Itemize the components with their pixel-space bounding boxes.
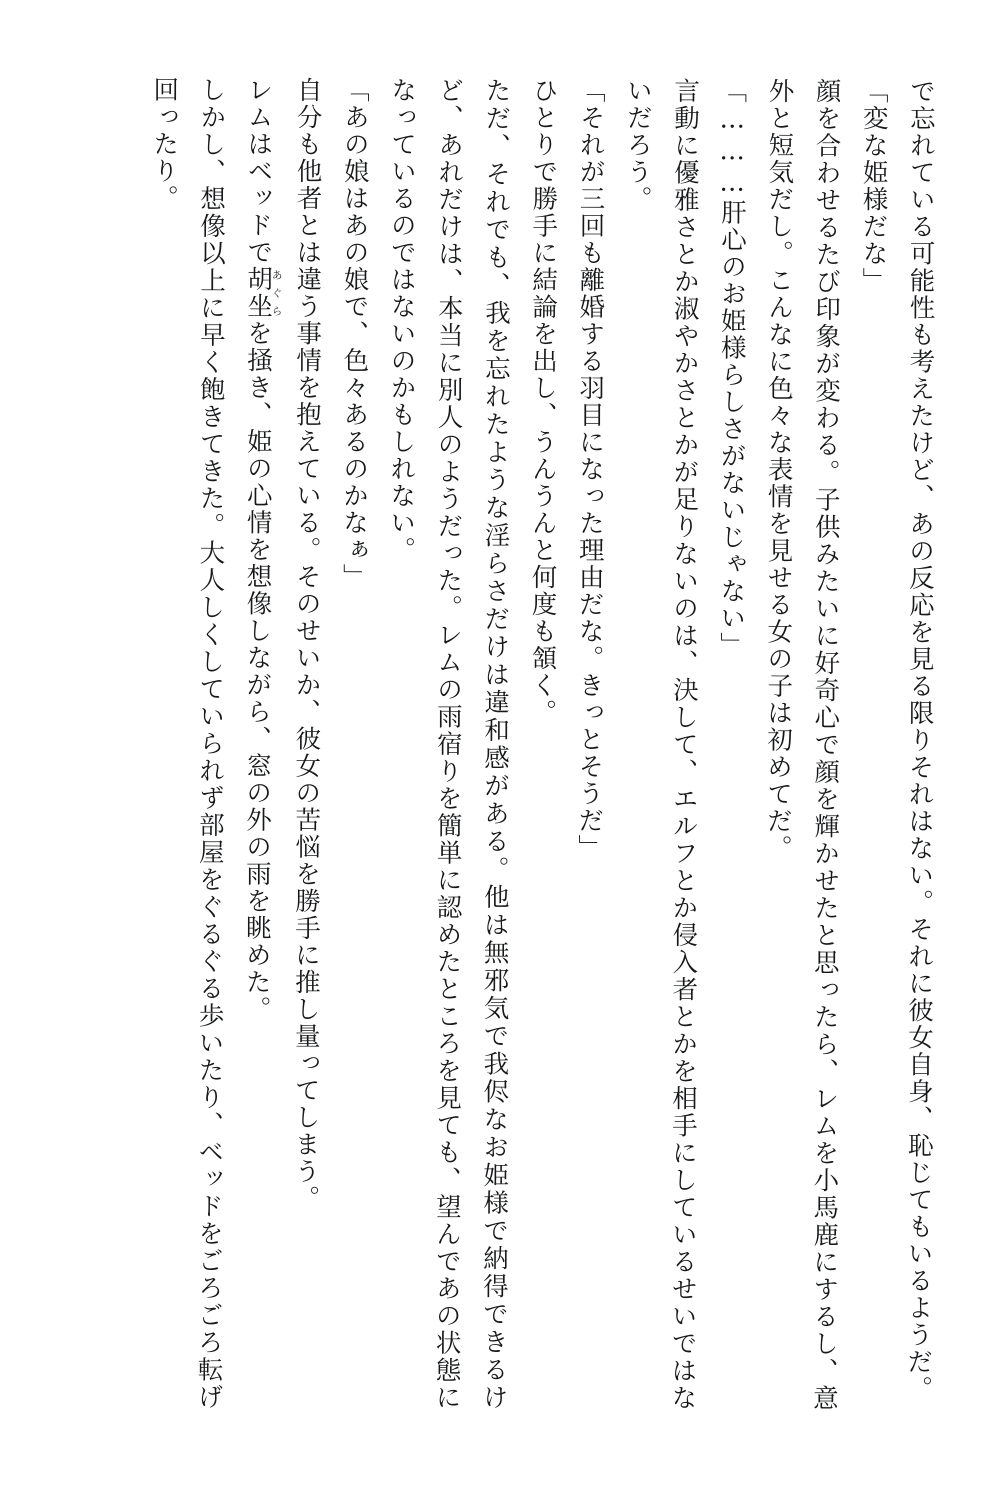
paragraph: 「………肝心のお姫様らしさがないじゃない」 bbox=[716, 77, 748, 659]
paragraph: 「それが三回も離婚する羽目になった理由だな。きっとそうだ」 bbox=[574, 77, 606, 862]
paragraph: ひとりで勝手に結論を出し、うんうんと何度も頷く。 bbox=[527, 77, 559, 726]
ruby-reading: あぐら bbox=[270, 265, 284, 320]
paragraph: しかし、想像以上に早く飽きてきた。大人しくしていられず部屋をぐるぐる歩いたり、ベッドをごろごろ転げ回ったり。 bbox=[148, 76, 227, 1411]
ruby-base: 胡坐 bbox=[243, 265, 274, 320]
ruby-annotation bbox=[243, 265, 284, 320]
paragraph: 顔を合わせるたび印象が変わる。子供みたいに好奇心で顔を輝かせたと思ったら、レムを小馬鹿にするし、意外と短気だし。こんなに色々な表情を見せる女の子は初めてだ。 bbox=[762, 77, 842, 1412]
paragraph: 「あの娘はあの娘で、色々あるのかなぁ」 bbox=[338, 76, 370, 591]
paragraph-with-ruby: レムはベッドで胡坐あぐらを掻き、姫の心情を想像しながら、窓の外の雨を眺めた。 bbox=[241, 76, 284, 1023]
paragraph: 「変な姫様だな」 bbox=[858, 77, 889, 295]
paragraph: 言動に優雅さとか淑やかさとかが足りないのは、決して、エルフとか侵入者とかを相手にしているせいではないだろう。 bbox=[622, 77, 701, 1412]
paragraph: ただ、それでも、我を忘れたような淫らさだけは違和感がある。他は無邪気で我侭なお姫様で納得できるけど、あれだけは、本当に別人のようだった。レムの雨宿りを簡単に認めたところを見ても、望んであの状態になっているのではないのかもしれない。 bbox=[386, 76, 512, 1412]
paragraph: 自分も他者とは違う事情を抱えている。そのせいか、彼女の苦悩を勝手に推し量ってしまう。 bbox=[290, 76, 323, 1212]
novel-text-body bbox=[59, 76, 944, 1412]
paragraph: で忘れている可能性も考えたけど、あの反応を見る限りそれはない。それに彼女自身、恥じてもいるようだ。 bbox=[903, 77, 936, 1403]
